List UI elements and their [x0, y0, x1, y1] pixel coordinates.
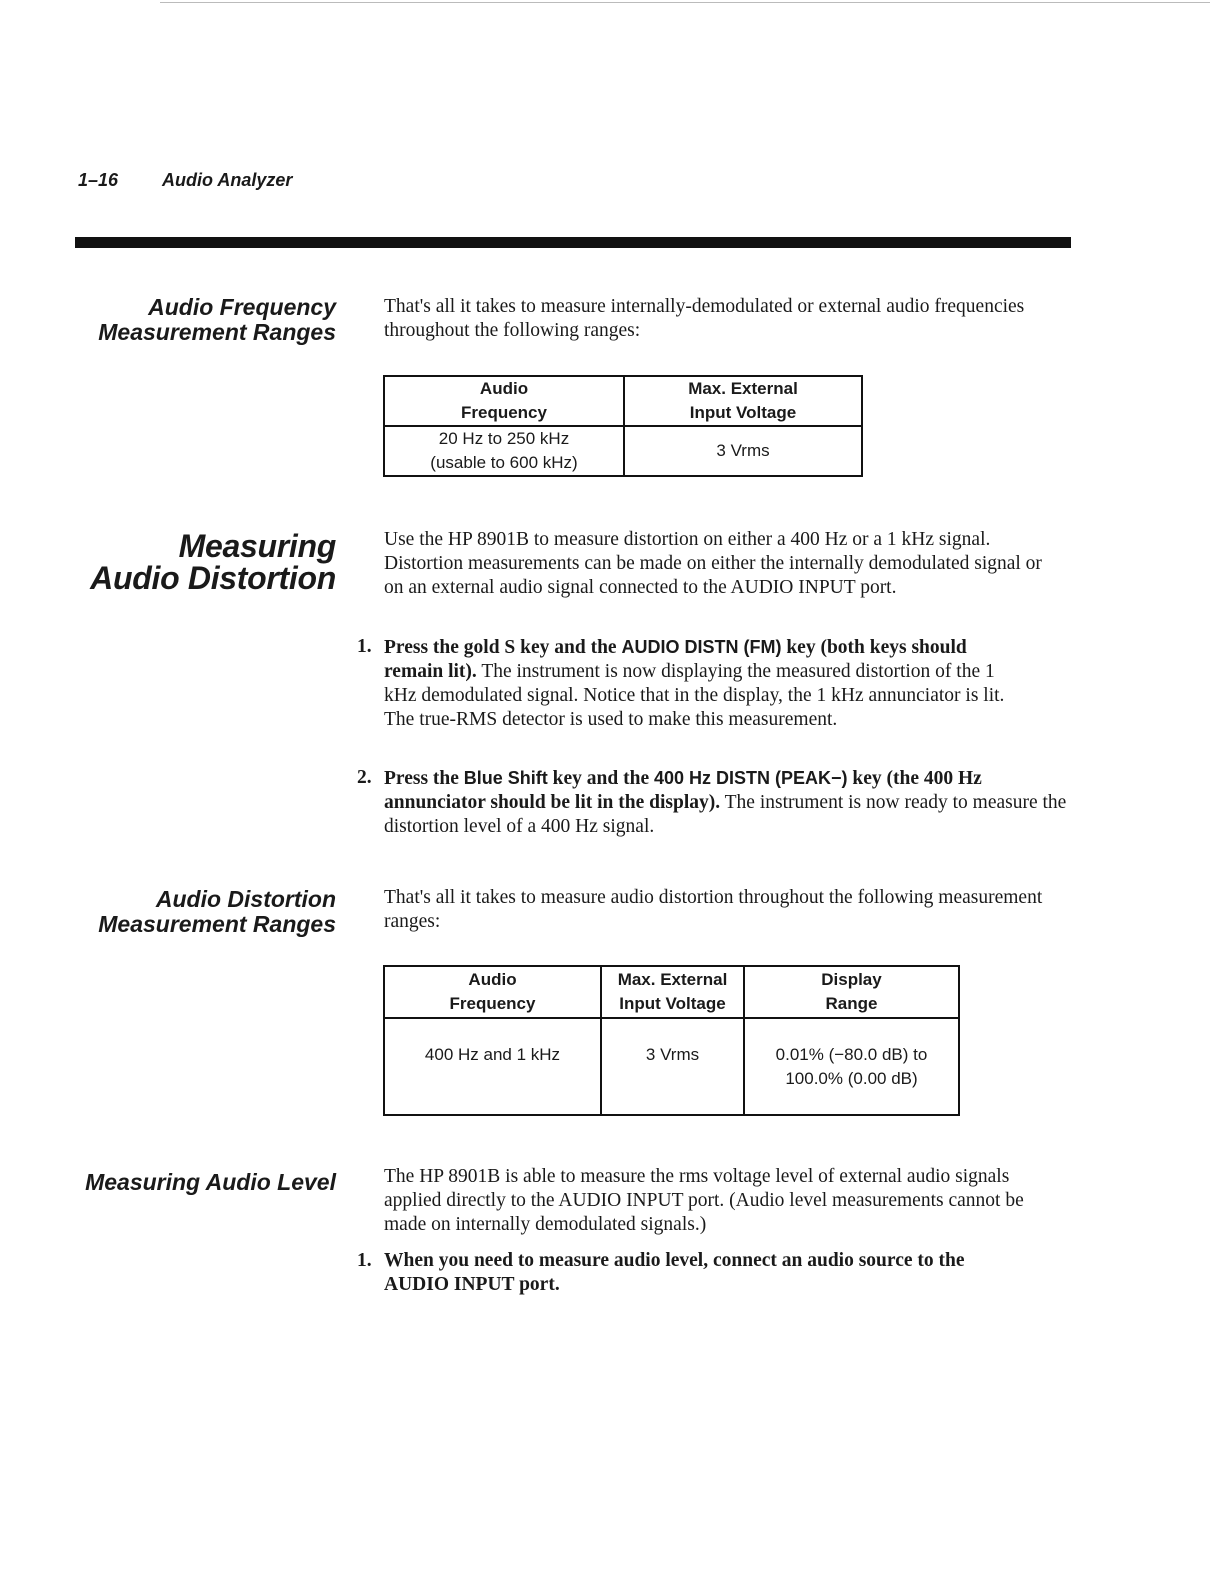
step-number: 1.: [357, 636, 372, 657]
table-header-cell: Display Range: [744, 966, 959, 1018]
running-header: [78, 170, 292, 191]
key-label: 400 Hz DISTN (PEAK−): [653, 768, 848, 788]
table-header-cell: Max. External Input Voltage: [601, 966, 744, 1018]
heading-audio-distortion-ranges: Audio Distortion Measurement Ranges: [98, 886, 336, 937]
distortion-range-table: [383, 965, 960, 1116]
heading-measuring-audio-distortion: Measuring Audio Distortion: [90, 528, 336, 596]
freq-ranges-intro: That's all it takes to measure internally-demodulated or external audio frequencies throughout the following ranges:: [384, 296, 1025, 341]
table-cell: 20 Hz to 250 kHz (usable to 600 kHz): [384, 426, 624, 476]
key-label: AUDIO DISTN (FM): [621, 637, 782, 657]
table-cell: 3 Vrms: [624, 426, 862, 476]
top-edge-rule: [160, 2, 1210, 3]
frequency-range-table: [383, 375, 863, 477]
page-number: 1–16: [78, 170, 119, 190]
distortion-step-1: 1. Press the gold S key and the AUDIO DISTN (FM) key (both keys should remain lit). The instrument is now displaying the measured distortion of the 1 kHz demodulated signal. Notice that in the display, the 1 kHz annunciator is lit. The true-RMS detector is used to make this measurement.: [357, 636, 1005, 730]
table-header-row: [384, 966, 959, 1018]
table-header-cell: Max. External Input Voltage: [624, 376, 862, 426]
heading-measuring-audio-level: Measuring Audio Level: [85, 1169, 336, 1195]
table-cell: 400 Hz and 1 kHz: [384, 1018, 601, 1115]
table-row: [384, 426, 862, 476]
key-label: Blue Shift: [463, 768, 548, 788]
table-cell: 3 Vrms: [601, 1018, 744, 1115]
level-intro: The HP 8901B is able to measure the rms voltage level of external audio signals applied directly to the AUDIO INPUT port. (Audio level measurements cannot be made on internally demodulated signals.): [384, 1166, 1024, 1235]
step-number: 2.: [357, 767, 372, 788]
table-row: [384, 1018, 959, 1115]
distortion-step-2: 2. Press the Blue Shift key and the 400 Hz DISTN (PEAK−) key (the 400 Hz annunciator should be lit in the display). The instrument is now ready to measure the distortion level of a 400 Hz signal.: [357, 767, 1067, 837]
table-header-cell: Audio Frequency: [384, 376, 624, 426]
level-step-1: 1. When you need to measure audio level, connect an audio source to the AUDIO INPUT port.: [357, 1250, 965, 1295]
heading-audio-frequency-ranges: Audio Frequency Measurement Ranges: [98, 294, 336, 345]
section-title: Audio Analyzer: [162, 170, 293, 190]
distortion-ranges-intro: That's all it takes to measure audio distortion throughout the following measurement ranges:: [384, 887, 1043, 932]
table-header-cell: Audio Frequency: [384, 966, 601, 1018]
table-cell: 0.01% (−80.0 dB) to 100.0% (0.00 dB): [744, 1018, 959, 1115]
table-header-row: [384, 376, 862, 426]
step-number: 1.: [357, 1250, 372, 1271]
header-rule: [75, 237, 1071, 248]
distortion-intro: Use the HP 8901B to measure distortion on either a 400 Hz or a 1 kHz signal. Distortion measurements can be made on either the internally demodulated signal or on an external audio signal connected to the AUDIO INPUT port.: [384, 529, 1042, 598]
